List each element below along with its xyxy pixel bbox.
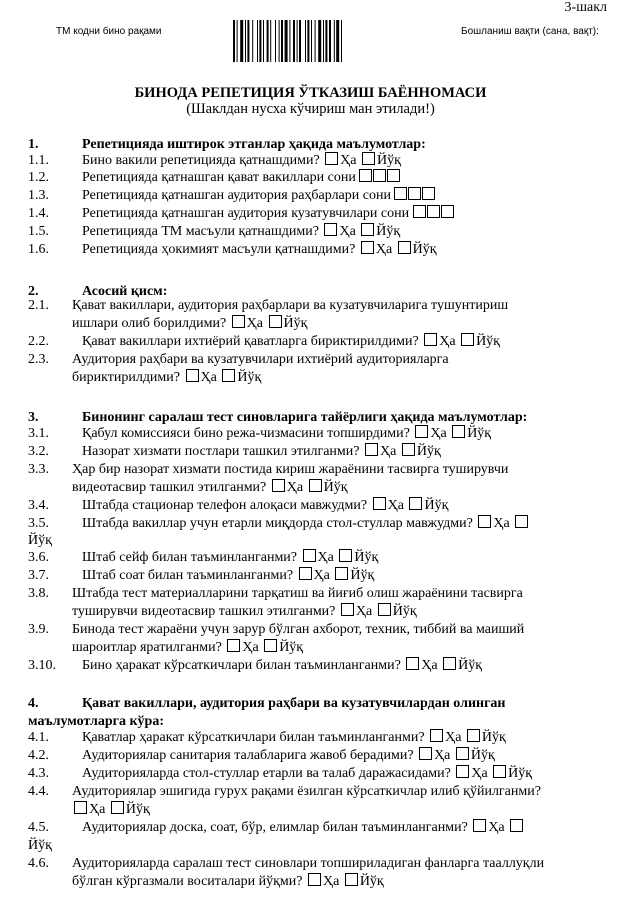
barcode bbox=[233, 20, 379, 62]
yes-label: Ҳа bbox=[317, 550, 334, 565]
yes-label: Ҳа bbox=[200, 370, 217, 385]
question-text: Аудиториялар эшигида гурух рақами ёзилган кўрсаткичлар илиб қўйилганми? bbox=[72, 784, 541, 799]
no-checkbox[interactable] bbox=[269, 315, 282, 328]
question-text-wrap bbox=[82, 425, 491, 442]
section-heading bbox=[0, 136, 621, 153]
no-checkbox[interactable] bbox=[398, 241, 411, 254]
form-question bbox=[0, 747, 621, 764]
question-number: 4. bbox=[28, 696, 39, 711]
no-label: Йўқ bbox=[416, 444, 441, 459]
no-checkbox[interactable] bbox=[456, 747, 469, 760]
yes-label: Ҳа bbox=[322, 874, 340, 889]
question-text-wrap bbox=[82, 549, 378, 566]
no-label: Йўқ bbox=[470, 748, 495, 763]
question-text: Бино вакили репетицияда қатнашдими? bbox=[82, 153, 320, 168]
yes-checkbox[interactable] bbox=[186, 369, 199, 382]
question-text-wrap bbox=[72, 351, 449, 368]
yes-checkbox[interactable] bbox=[473, 819, 486, 832]
question-number: 3.8. bbox=[28, 586, 49, 601]
question-text-wrap bbox=[28, 713, 164, 730]
question-number: 3.1. bbox=[28, 426, 49, 441]
question-number: 4.1. bbox=[28, 730, 49, 745]
yes-label: Ҳа bbox=[339, 224, 356, 239]
form-question bbox=[0, 657, 621, 674]
question-text: Бинода тест жараёни учун зарур бўлган ахборот, техник, тиббий ва маиший bbox=[72, 622, 525, 637]
no-checkbox[interactable] bbox=[378, 603, 391, 616]
form-question bbox=[0, 873, 621, 890]
yes-label: Ҳа bbox=[375, 242, 393, 257]
question-number: 4.5. bbox=[28, 820, 49, 835]
yes-label: Ҳа bbox=[421, 658, 438, 673]
question-text: Репетицияда ҳокимият масъули қатнашдими? bbox=[82, 242, 356, 257]
question-text-wrap bbox=[82, 205, 454, 222]
question-text-wrap bbox=[82, 567, 374, 584]
form-question bbox=[0, 621, 621, 638]
question-text: Йўқ bbox=[28, 533, 52, 548]
question-text: Назорат хизмати постлари ташкил этилганми? bbox=[82, 444, 360, 459]
question-text-wrap bbox=[82, 515, 530, 532]
form-question bbox=[0, 532, 621, 549]
question-text: Аудитория раҳбари ва кузатувчилари ихтиёрий аудиторияларга bbox=[72, 352, 449, 367]
no-label: Йўқ bbox=[237, 370, 262, 385]
yes-label: Ҳа bbox=[380, 444, 397, 459]
yes-checkbox[interactable] bbox=[430, 729, 443, 742]
question-text: Ҳар бир назорат хизмати постида кириш жараёнини тасвирга туширувчи bbox=[72, 462, 509, 477]
form-question bbox=[0, 333, 621, 350]
question-number: 3.6. bbox=[28, 550, 49, 565]
question-text: Аудиториялар санитария талабларига жавоб берадими? bbox=[82, 748, 414, 763]
question-text-wrap bbox=[82, 729, 506, 746]
form-question bbox=[0, 603, 621, 620]
form-question bbox=[0, 205, 621, 222]
question-text-wrap bbox=[28, 532, 52, 549]
form-question bbox=[0, 152, 621, 169]
question-number: 1.2. bbox=[28, 170, 49, 185]
no-checkbox[interactable] bbox=[335, 567, 348, 580]
question-number: 1.3. bbox=[28, 188, 49, 203]
yes-label: Ҳа bbox=[430, 426, 447, 441]
question-number: 3.7. bbox=[28, 568, 49, 583]
no-label: Йўқ bbox=[350, 568, 375, 583]
count-digit-box[interactable] bbox=[422, 187, 435, 200]
no-checkbox[interactable] bbox=[452, 425, 465, 438]
no-checkbox[interactable] bbox=[402, 443, 415, 456]
no-label: Йўқ bbox=[323, 480, 348, 495]
no-label: Йўқ bbox=[354, 550, 379, 565]
yes-label: Ҳа bbox=[445, 730, 462, 745]
question-text: Репетицияда ТМ масъули қатнашдими? bbox=[82, 224, 319, 239]
question-text-wrap bbox=[28, 837, 52, 854]
yes-checkbox[interactable] bbox=[299, 567, 312, 580]
question-text: ишлари олиб борилдими? bbox=[72, 316, 227, 331]
question-number: 4.2. bbox=[28, 748, 49, 763]
no-label: Йўқ bbox=[467, 426, 492, 441]
count-digit-box[interactable] bbox=[408, 187, 421, 200]
no-checkbox[interactable] bbox=[443, 657, 456, 670]
form-question bbox=[0, 639, 621, 656]
yes-label: Ҳа bbox=[246, 316, 263, 331]
question-text-wrap bbox=[82, 443, 441, 460]
question-text: видеотасвир ташкил этилганми? bbox=[72, 480, 267, 495]
no-label: Йўқ bbox=[481, 730, 506, 745]
question-text-wrap bbox=[82, 497, 448, 514]
question-text-wrap bbox=[82, 241, 437, 258]
yes-checkbox[interactable] bbox=[478, 515, 491, 528]
yes-label: Ҳа bbox=[340, 153, 357, 168]
question-text-wrap bbox=[82, 409, 527, 426]
question-text-wrap bbox=[72, 479, 348, 496]
yes-label: Ҳа bbox=[434, 748, 451, 763]
question-number: 1. bbox=[28, 137, 39, 152]
question-number: 2.3. bbox=[28, 352, 49, 367]
no-checkbox[interactable] bbox=[361, 223, 374, 236]
question-text-wrap bbox=[82, 695, 506, 712]
question-text-wrap bbox=[72, 297, 508, 314]
question-number: 3.9. bbox=[28, 622, 49, 637]
question-text-wrap bbox=[82, 819, 525, 836]
form-question bbox=[0, 783, 621, 800]
question-text: Аудиторияларда саралаш тест синовлари топшириладиган фанларга тааллуқли bbox=[72, 856, 545, 871]
question-number: 4.6. bbox=[28, 856, 49, 871]
yes-label: Ҳа bbox=[439, 334, 456, 349]
question-text: Репетицияда иштирок этганлар ҳақида маълумотлар: bbox=[82, 137, 426, 152]
yes-checkbox[interactable] bbox=[456, 765, 469, 778]
no-checkbox[interactable] bbox=[467, 729, 480, 742]
form-question bbox=[0, 855, 621, 872]
question-text: Репетицияда қатнашган қават вакиллари сони bbox=[82, 170, 356, 185]
yes-checkbox[interactable] bbox=[419, 747, 432, 760]
question-text-wrap bbox=[82, 747, 495, 764]
yes-checkbox[interactable] bbox=[373, 497, 386, 510]
question-text: Репетицияда қатнашган аудитория раҳбарлари сони bbox=[82, 188, 391, 203]
question-text: Штаб сейф билан таъминланганми? bbox=[82, 550, 298, 565]
no-label: Йўқ bbox=[279, 640, 304, 655]
question-text-wrap bbox=[82, 765, 532, 782]
question-text-wrap bbox=[82, 187, 435, 204]
question-number: 3.10. bbox=[28, 658, 56, 673]
question-text: Йўқ bbox=[28, 838, 52, 853]
form-question bbox=[0, 515, 621, 532]
yes-checkbox[interactable] bbox=[272, 479, 285, 492]
yes-checkbox[interactable] bbox=[74, 801, 87, 814]
question-text-wrap bbox=[82, 333, 500, 350]
section-heading bbox=[0, 409, 621, 426]
question-number: 1.4. bbox=[28, 206, 49, 221]
no-checkbox[interactable] bbox=[111, 801, 124, 814]
yes-checkbox[interactable] bbox=[303, 549, 316, 562]
question-text-wrap bbox=[82, 657, 482, 674]
no-checkbox[interactable] bbox=[309, 479, 322, 492]
form-question bbox=[0, 169, 621, 186]
yes-label: Ҳа bbox=[493, 516, 510, 531]
question-text: маълумотларга кўра: bbox=[28, 714, 164, 729]
question-text: Штабда тест материалларини тарқатиш ва йиғиб олиш жараёнини тасвирга bbox=[72, 586, 523, 601]
question-number: 3.5. bbox=[28, 516, 49, 531]
form-question bbox=[0, 819, 621, 836]
count-digit-box[interactable] bbox=[373, 169, 386, 182]
form-question bbox=[0, 765, 621, 782]
yes-checkbox[interactable] bbox=[227, 639, 240, 652]
no-checkbox[interactable] bbox=[264, 639, 277, 652]
yes-checkbox[interactable] bbox=[324, 223, 337, 236]
form-question bbox=[0, 461, 621, 478]
question-text: туширувчи видеотасвир ташкил этилганми? bbox=[72, 604, 336, 619]
no-label: Йўқ bbox=[392, 604, 417, 619]
count-digit-box[interactable] bbox=[441, 205, 454, 218]
no-label: Йўқ bbox=[377, 153, 401, 168]
count-digit-box[interactable] bbox=[427, 205, 440, 218]
question-number: 2.1. bbox=[28, 298, 49, 313]
form-question bbox=[0, 241, 621, 258]
no-checkbox[interactable] bbox=[362, 152, 375, 165]
question-number: 3.2. bbox=[28, 444, 49, 459]
yes-checkbox[interactable] bbox=[308, 873, 321, 886]
no-label: Йўқ bbox=[508, 766, 533, 781]
question-text: Бинонинг саралаш тест синовларига тайёрлиги ҳақида маълумотлар: bbox=[82, 410, 528, 425]
form-question bbox=[0, 837, 621, 854]
form-question bbox=[0, 443, 621, 460]
no-checkbox[interactable] bbox=[493, 765, 506, 778]
question-number: 3. bbox=[28, 410, 39, 425]
no-checkbox[interactable] bbox=[339, 549, 352, 562]
form-question bbox=[0, 801, 621, 818]
question-text: Штабда стационар телефон алоқаси мавжудми? bbox=[82, 498, 368, 513]
question-text-wrap bbox=[82, 223, 400, 240]
form-question bbox=[0, 425, 621, 442]
question-text: Аудиториялар доска, соат, бўр, елимлар билан таъминланганми? bbox=[82, 820, 468, 835]
form-question bbox=[0, 729, 621, 746]
yes-checkbox[interactable] bbox=[406, 657, 419, 670]
question-text-wrap bbox=[82, 136, 426, 153]
no-label: Йўқ bbox=[476, 334, 500, 349]
tm-code-label: ТМ кодни бино рақами bbox=[56, 26, 162, 37]
form-question bbox=[0, 369, 621, 386]
question-number: 4.3. bbox=[28, 766, 49, 781]
question-text: Репетицияда қатнашган аудитория кузатувчилари сони bbox=[82, 206, 410, 221]
question-text-wrap bbox=[82, 152, 401, 169]
question-number: 3.3. bbox=[28, 462, 49, 477]
question-text-wrap bbox=[72, 855, 544, 872]
no-checkbox[interactable] bbox=[515, 515, 528, 528]
count-digit-box[interactable] bbox=[394, 187, 407, 200]
yes-label: Ҳа bbox=[313, 568, 330, 583]
form-question bbox=[0, 585, 621, 602]
question-text-wrap bbox=[72, 783, 541, 800]
document-subtitle: (Шаклдан нусха кўчириш ман этилади!) bbox=[186, 101, 435, 117]
no-label: Йўқ bbox=[283, 316, 308, 331]
question-text: шароитлар яратилганми? bbox=[72, 640, 222, 655]
form-question bbox=[0, 315, 621, 332]
question-text: Қабул комиссияси бино режа-чизмасини топширдими? bbox=[82, 426, 410, 441]
question-text: бўлган кўргазмали воситалари йўқми? bbox=[72, 874, 303, 889]
yes-checkbox[interactable] bbox=[232, 315, 245, 328]
question-number: 2.2. bbox=[28, 334, 49, 349]
question-text: Аудиторияларда стол-стуллар етарли ва талаб даражасидами? bbox=[82, 766, 451, 781]
no-checkbox[interactable] bbox=[345, 873, 358, 886]
form-question bbox=[0, 567, 621, 584]
yes-label: Ҳа bbox=[286, 480, 304, 495]
yes-label: Ҳа bbox=[471, 766, 488, 781]
question-text: бириктирилдими? bbox=[72, 370, 180, 385]
question-text-wrap bbox=[72, 315, 307, 332]
form-question bbox=[0, 297, 621, 314]
no-label: Йўқ bbox=[125, 802, 150, 817]
no-label: Йўқ bbox=[412, 242, 437, 257]
question-text-wrap bbox=[72, 585, 523, 602]
yes-checkbox[interactable] bbox=[341, 603, 354, 616]
question-text: Қаватлар ҳаракат кўрсаткичлари билан таъминланганми? bbox=[82, 730, 425, 745]
yes-checkbox[interactable] bbox=[415, 425, 428, 438]
count-digit-box[interactable] bbox=[413, 205, 426, 218]
form-question bbox=[0, 351, 621, 368]
question-number: 2. bbox=[28, 284, 39, 299]
question-text-wrap bbox=[72, 801, 150, 818]
yes-label: Ҳа bbox=[89, 802, 106, 817]
form-question bbox=[0, 223, 621, 240]
question-number: 1.1. bbox=[28, 153, 49, 168]
question-number: 3.4. bbox=[28, 498, 49, 513]
section-heading bbox=[0, 695, 621, 712]
yes-checkbox[interactable] bbox=[361, 241, 374, 254]
form-number: 3-шакл bbox=[564, 0, 607, 15]
no-checkbox[interactable] bbox=[461, 333, 474, 346]
question-text-wrap bbox=[72, 639, 303, 656]
question-text: Штаб соат билан таъминланганми? bbox=[82, 568, 294, 583]
question-number: 4.4. bbox=[28, 784, 49, 799]
question-text-wrap bbox=[72, 461, 508, 478]
question-text-wrap bbox=[72, 603, 417, 620]
no-checkbox[interactable] bbox=[510, 819, 523, 832]
no-label: Йўқ bbox=[359, 874, 384, 889]
no-label: Йўқ bbox=[458, 658, 483, 673]
yes-checkbox[interactable] bbox=[365, 443, 378, 456]
form-question bbox=[0, 497, 621, 514]
question-text-wrap bbox=[82, 169, 400, 186]
question-number: 1.5. bbox=[28, 224, 49, 239]
question-text: Штабда вакиллар учун етарли миқдорда стол-стуллар мавжудми? bbox=[82, 516, 473, 531]
question-text: Қават вакиллари ихтиёрий қаватларга бириктирилдими? bbox=[82, 334, 419, 349]
yes-checkbox[interactable] bbox=[325, 152, 338, 165]
yes-label: Ҳа bbox=[242, 640, 259, 655]
form-question bbox=[0, 479, 621, 496]
count-digit-box[interactable] bbox=[387, 169, 400, 182]
question-text: Қават вакиллари, аудитория раҳбарлари ва кузатувчиларига тушунтириш bbox=[72, 298, 509, 313]
form-question bbox=[0, 549, 621, 566]
question-text: Қават вакиллари, аудитория раҳбари ва кузатувчилардан олинган bbox=[82, 696, 506, 711]
section-heading bbox=[0, 713, 621, 730]
yes-label: Ҳа bbox=[488, 820, 505, 835]
yes-label: Ҳа bbox=[387, 498, 404, 513]
question-text: Бино ҳаракат кўрсаткичлари билан таъминланганми? bbox=[82, 658, 401, 673]
no-checkbox[interactable] bbox=[222, 369, 235, 382]
question-text-wrap bbox=[72, 369, 261, 386]
question-number: 1.6. bbox=[28, 242, 49, 257]
no-label: Йўқ bbox=[424, 498, 449, 513]
question-text-wrap bbox=[72, 873, 384, 890]
start-time-label: Бошланиш вақти (сана, вақт): bbox=[461, 26, 599, 37]
no-checkbox[interactable] bbox=[409, 497, 422, 510]
yes-label: Ҳа bbox=[355, 604, 373, 619]
question-text: Асосий қисм: bbox=[82, 284, 168, 299]
question-text-wrap bbox=[72, 621, 524, 638]
document-title: БИНОДА РЕПЕТИЦИЯ ЎТКАЗИШ БАЁННОМАСИ bbox=[134, 85, 487, 101]
no-label: Йўқ bbox=[376, 224, 401, 239]
form-question bbox=[0, 187, 621, 204]
count-digit-box[interactable] bbox=[359, 169, 372, 182]
yes-checkbox[interactable] bbox=[424, 333, 437, 346]
